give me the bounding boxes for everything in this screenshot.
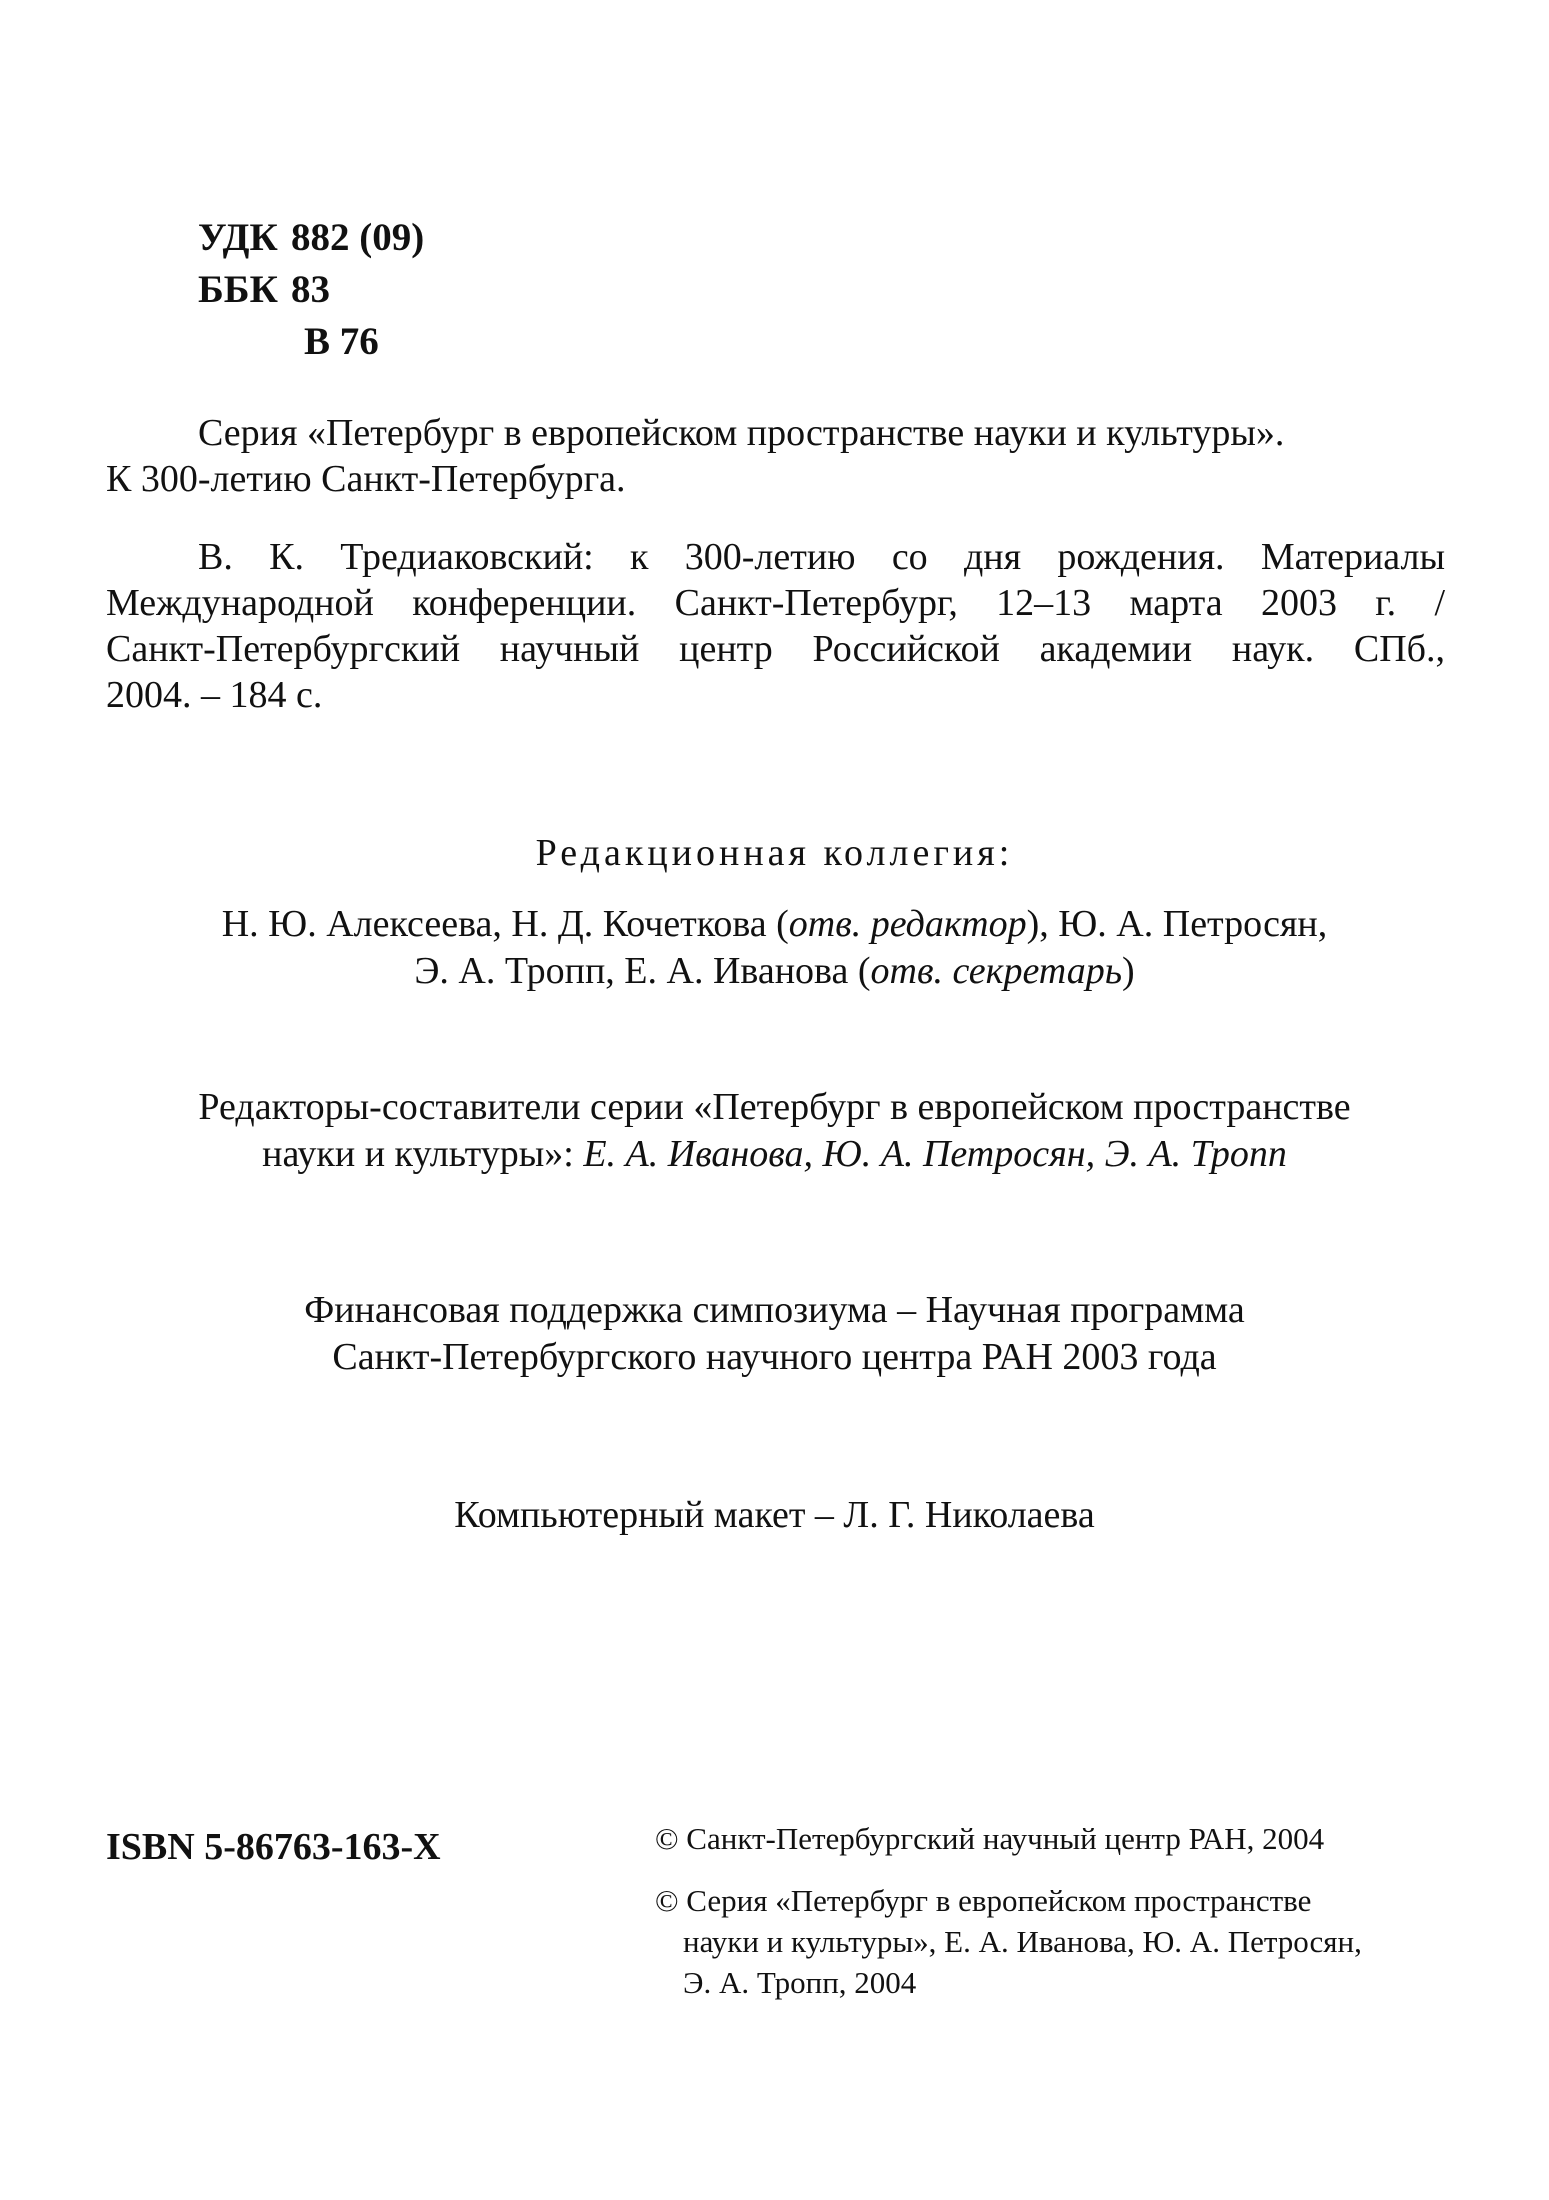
- board-names-2: Э. А. Тропп, Е. А. Иванова (: [414, 950, 871, 992]
- udk-value: 882 (09): [291, 216, 425, 259]
- editorial-board: [80, 830, 1469, 995]
- copyright-1-text: © Санкт-Петербургский научный центр РАН, 2004: [655, 1821, 1325, 1856]
- description-line-4: 2004. – 184 с.: [106, 674, 323, 716]
- description-line-2: Международной конференции. Санкт-Петербург, 12–13 марта 2003 г. /: [106, 582, 1445, 624]
- series-editors-names: Е. А. Иванова, Ю. А. Петросян, Э. А. Тропп: [583, 1133, 1287, 1175]
- series-line-2: К 300-летию Санкт-Петербурга.: [106, 458, 626, 500]
- series-editors: [80, 1084, 1469, 1178]
- board-role-editor: отв. редактор: [788, 903, 1027, 945]
- isbn: ISBN 5-86763-163-X: [106, 1826, 441, 1868]
- board-names-1: Н. Ю. Алексеева, Н. Д. Кочеткова (: [221, 903, 789, 945]
- layout-credit: Компьютерный макет – Л. Г. Николаева: [454, 1494, 1095, 1536]
- udk-label: УДК: [198, 216, 278, 259]
- description-line-1: В. К. Тредиаковский: к 300-летию со дня рождения. Материалы: [198, 536, 1445, 578]
- board-role-secretary: отв. секретарь: [870, 950, 1123, 992]
- bbk-label: ББК: [198, 268, 278, 311]
- editorial-board-line-1: [80, 901, 1469, 948]
- editorial-board-line-2: [80, 948, 1469, 995]
- bibliographic-description: [106, 534, 1445, 718]
- copyright-1: [655, 1818, 1445, 1859]
- copyright-2-line-3: Э. А. Тропп, 2004: [683, 1965, 917, 2000]
- author-mark: В 76: [304, 320, 379, 363]
- board-names-2b: ): [1122, 950, 1135, 992]
- series-editors-label: науки и культуры»:: [262, 1133, 584, 1175]
- description-line-3: Санкт-Петербургский научный центр Российской академии наук. СПб.,: [106, 628, 1445, 670]
- copyright-2-line-2: науки и культуры», Е. А. Иванова, Ю. А. Петросян,: [683, 1924, 1362, 1959]
- editorial-board-title: Редакционная коллегия:: [535, 832, 1014, 874]
- series-line-1: Серия «Петербург в европейском пространстве науки и культуры».: [198, 412, 1285, 454]
- funding-line-1: Финансовая поддержка симпозиума – Научная программа: [304, 1289, 1245, 1331]
- copyright-2-line-1: © Серия «Петербург в европейском пространстве: [655, 1883, 1312, 1918]
- classification-block: [198, 212, 424, 368]
- udk-row: [198, 212, 424, 264]
- funding-line-2: Санкт-Петербургского научного центра РАН 2003 года: [332, 1336, 1217, 1378]
- bbk-value: 83: [291, 268, 330, 311]
- copyright-2: [655, 1880, 1445, 2003]
- funding-note: [80, 1287, 1469, 1381]
- series-editors-line-2: [80, 1131, 1469, 1178]
- series-editors-line-1: Редакторы-составители серии «Петербург в европейском пространстве: [198, 1086, 1351, 1128]
- board-names-1b: ), Ю. А. Петросян,: [1026, 903, 1328, 945]
- series-note: [106, 410, 1445, 502]
- bbk-row: [198, 264, 424, 316]
